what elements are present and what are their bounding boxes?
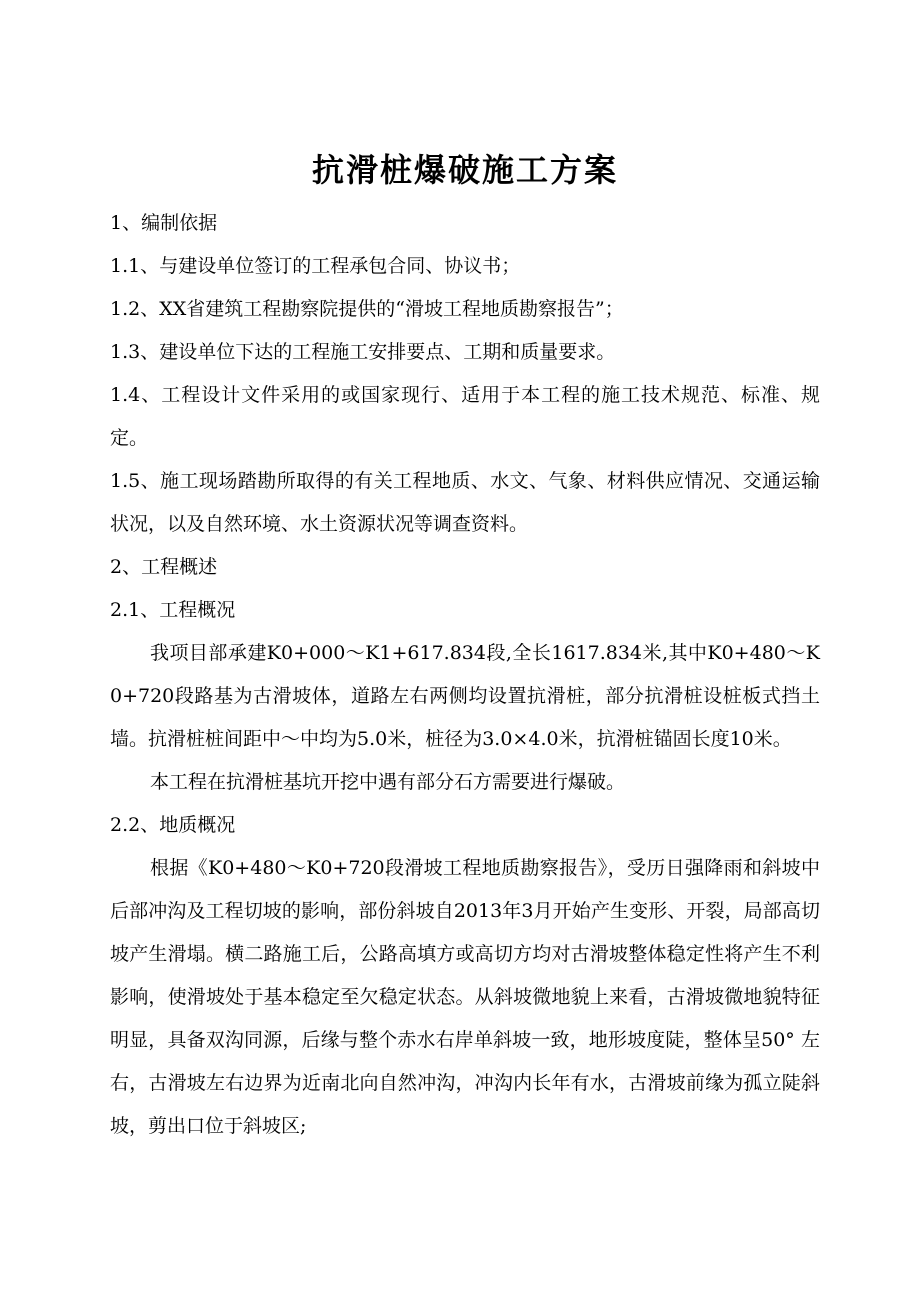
paragraph: 1.4、工程设计文件采用的或国家现行、适用于本工程的施工技术规范、标准、规定。: [110, 384, 820, 449]
paragraph: 1.1、与建设单位签订的工程承包合同、协议书；: [110, 255, 521, 277]
paragraph: 2、工程概述: [110, 556, 218, 578]
paragraph: 2.2、地质概况: [110, 814, 236, 836]
paragraph: 1.5、施工现场踏勘所取得的有关工程地质、水文、气象、材料供应情况、交通运输状况，以及自然环境、水土资源状况等调查资料。: [110, 470, 820, 535]
document-body: [110, 202, 820, 1148]
document-title: 抗滑桩爆破施工方案: [311, 151, 618, 189]
paragraph: 本工程在抗滑桩基坑开挖中遇有部分石方需要进行爆破。: [150, 771, 626, 793]
paragraph: 1.2、XX省建筑工程勘察院提供的“滑坡工程地质勘察报告”；: [110, 298, 624, 320]
paragraph: 我项目部承建K0+000～K1+617.834段,全长1617.834米,其中K0+480～K0+720段路基为古滑坡体，道路左右两侧均设置抗滑桩，部分抗滑桩设桩板式挡土墙。抗滑桩桩间距中～中均为5.0米，桩径为3.0×4.0米，抗滑桩锚固长度10米。: [110, 642, 820, 750]
document-page: [110, 140, 820, 1148]
paragraph: 根据《K0+480～K0+720段滑坡工程地质勘察报告》，受历日强降雨和斜坡中后部冲沟及工程切坡的影响，部份斜坡自2013年3月开始产生变形、开裂，局部高切坡产生滑塌。横二路施工后，公路高填方或高切方均对古滑坡整体稳定性将产生不利影响，使滑坡处于基本稳定至欠稳定状态。从斜坡微地貌上来看，古滑坡微地貌特征明显，具备双沟同源，后缘与整个赤水右岸单斜坡一致，地形坡度陡，整体呈50° 左右，古滑坡左右边界为近南北向自然冲沟，冲沟内长年有水，古滑坡前缘为孤立陡斜坡，剪出口位于斜坡区;: [110, 857, 820, 1137]
paragraph: 1.3、建设单位下达的工程施工安排要点、工期和质量要求。: [110, 341, 616, 363]
paragraph: 2.1、工程概况: [110, 599, 236, 621]
paragraph: 1、编制依据: [110, 212, 218, 234]
